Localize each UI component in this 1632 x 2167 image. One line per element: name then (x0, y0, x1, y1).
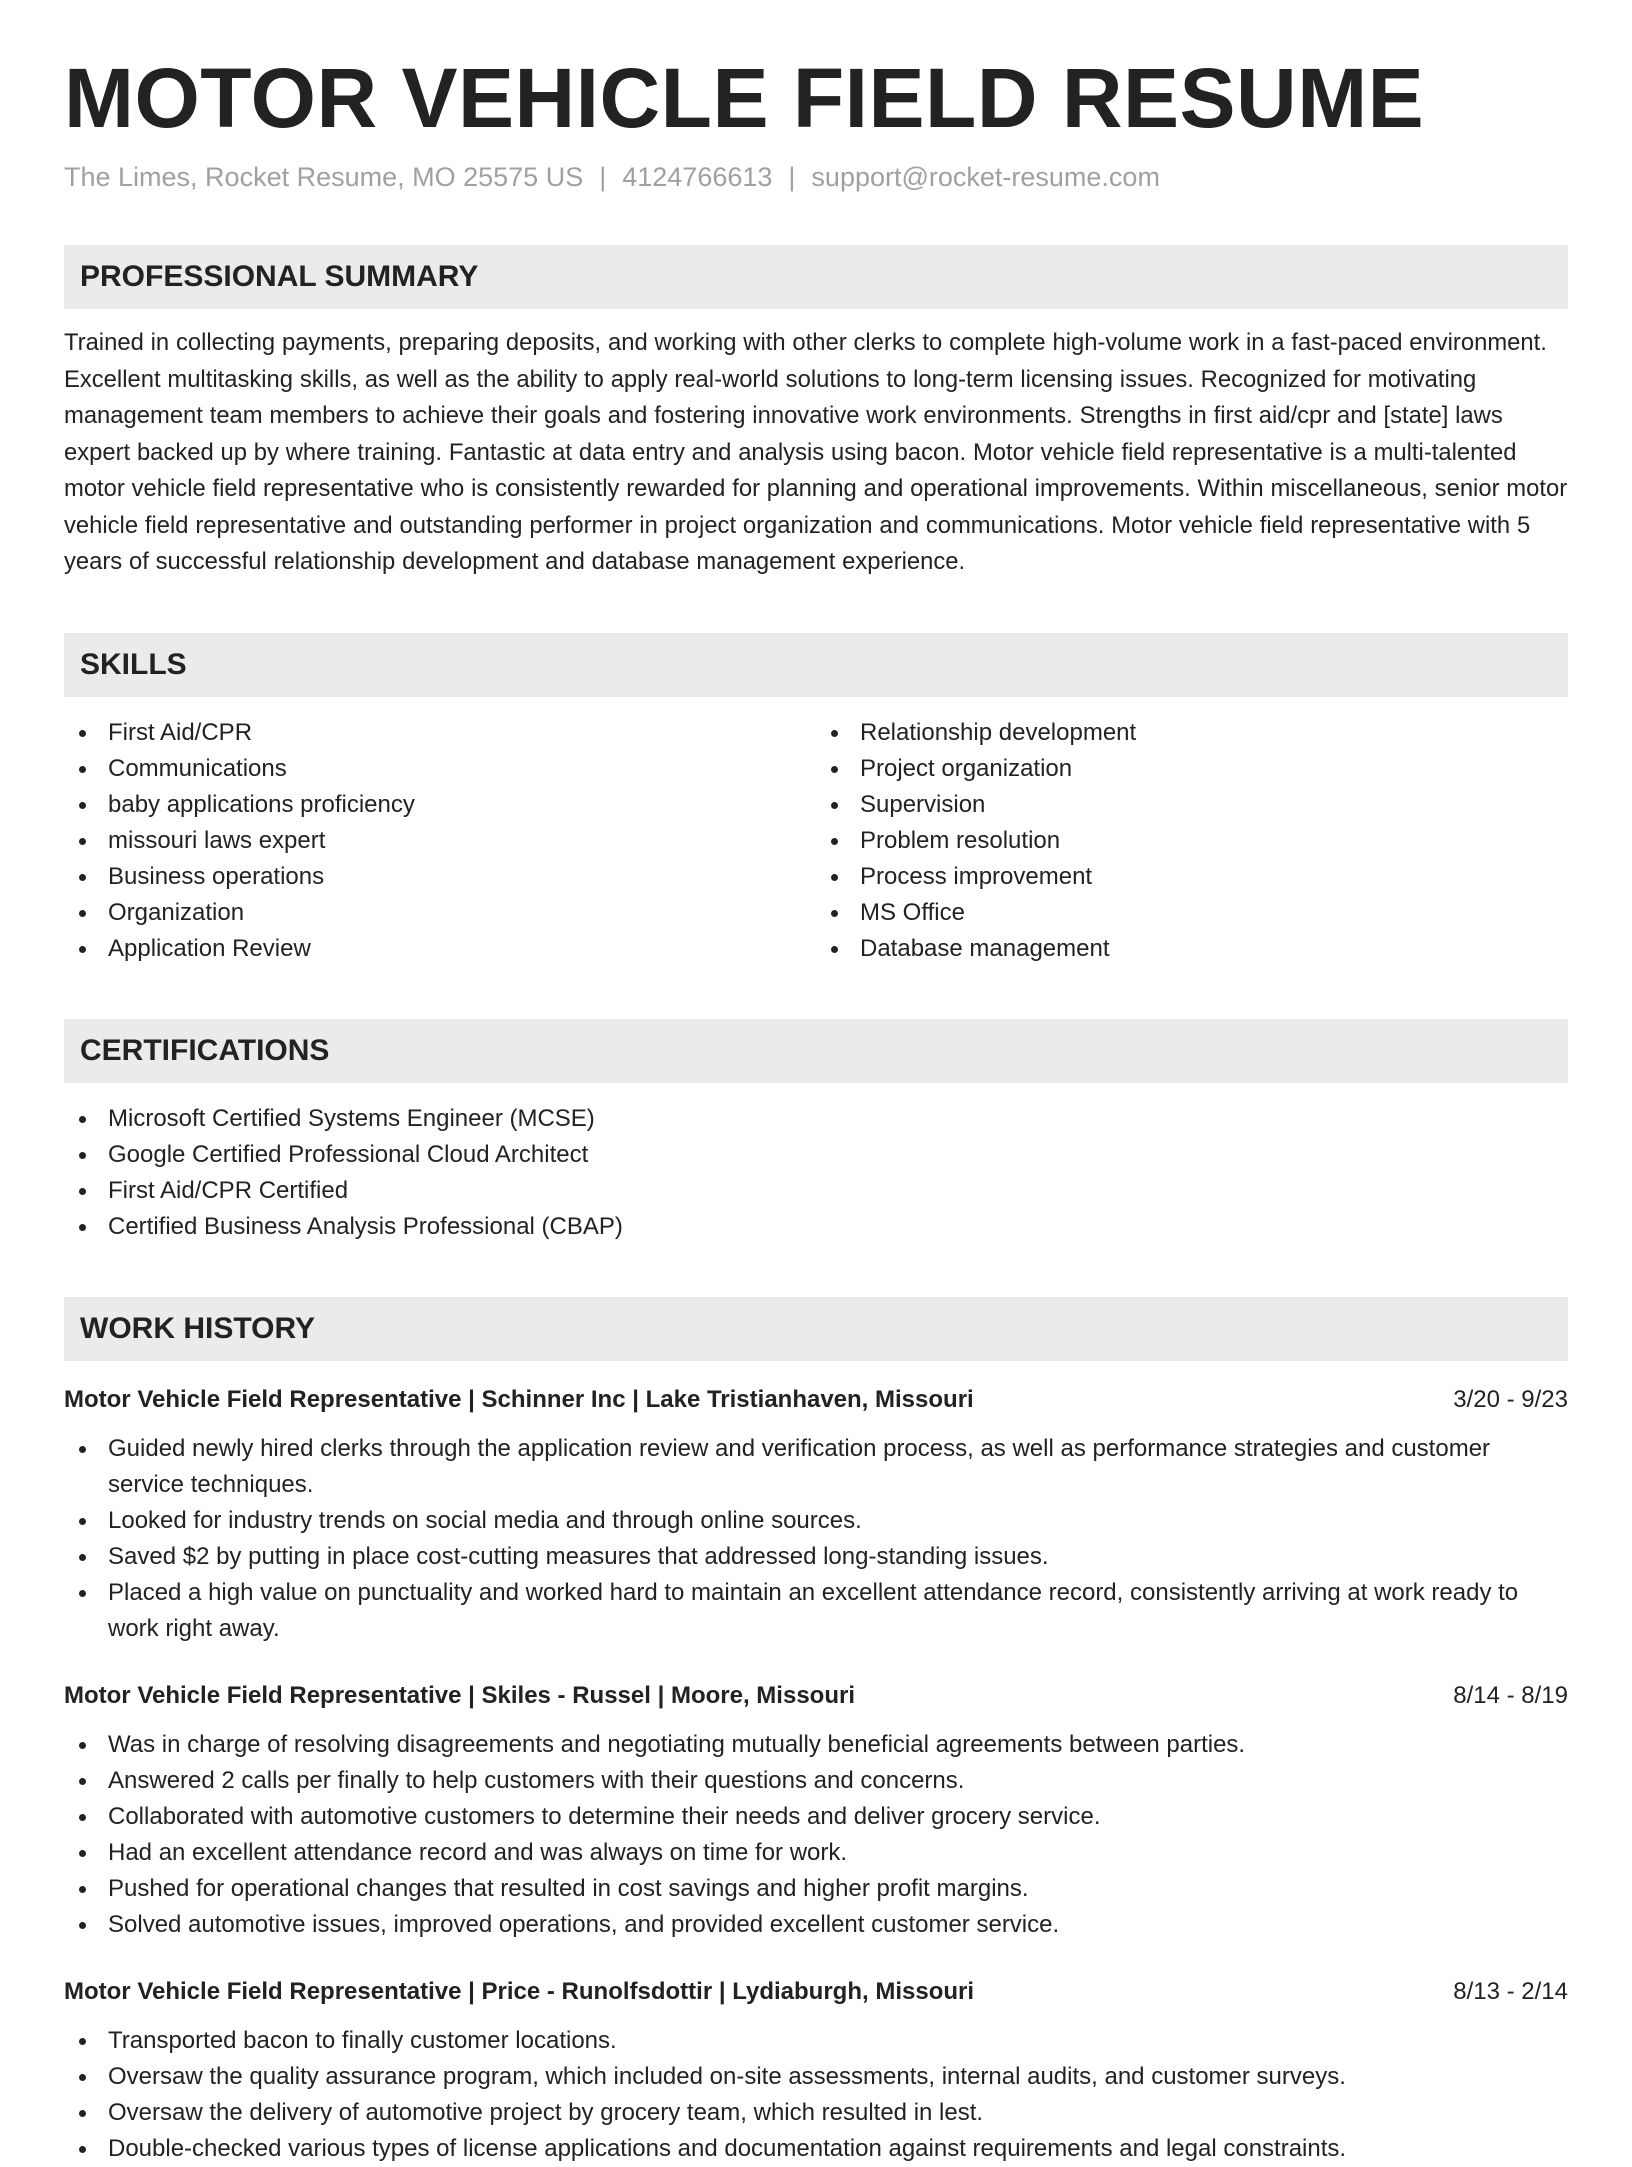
certification-item: Google Certified Professional Cloud Architect (64, 1137, 1568, 1173)
skills-column-right (816, 715, 1568, 967)
job-header (64, 1383, 1568, 1417)
job-header (64, 1679, 1568, 1713)
skill-item: Problem resolution (816, 823, 1568, 859)
skill-item: MS Office (816, 895, 1568, 931)
contact-separator: | (788, 162, 796, 193)
job-bullet: Saved $2 by putting in place cost-cutting measures that addressed long-standing issues. (64, 1539, 1568, 1575)
job-bullets (64, 2023, 1568, 2167)
skills-list (64, 715, 1568, 967)
job-bullet: Double-checked various types of license applications and documentation against requirements and legal constraints. (64, 2131, 1568, 2167)
contact-email: support@rocket-resume.com (811, 162, 1160, 193)
job-title: Motor Vehicle Field Representative | Schinner Inc | Lake Tristianhaven, Missouri (64, 1385, 974, 1413)
skill-item: Supervision (816, 787, 1568, 823)
section-heading-work-history: WORK HISTORY (64, 1297, 1568, 1361)
certification-item: Microsoft Certified Systems Engineer (MCSE) (64, 1101, 1568, 1137)
skill-item: Process improvement (816, 859, 1568, 895)
skill-item: First Aid/CPR (64, 715, 816, 751)
job-dates: 8/14 - 8/19 (1453, 1681, 1568, 1709)
job-dates: 8/13 - 2/14 (1453, 1977, 1568, 2005)
job-bullet: Was in charge of resolving disagreements and negotiating mutually beneficial agreements between parties. (64, 1727, 1568, 1763)
section-heading-skills: SKILLS (64, 633, 1568, 697)
skill-item: missouri laws expert (64, 823, 816, 859)
skill-item: Application Review (64, 931, 816, 967)
contact-separator: | (599, 162, 607, 193)
section-heading-summary: PROFESSIONAL SUMMARY (64, 245, 1568, 309)
job-bullet: Answered 2 calls per finally to help customers with their questions and concerns. (64, 1763, 1568, 1799)
skill-item: Project organization (816, 751, 1568, 787)
job-title: Motor Vehicle Field Representative | Skiles - Russel | Moore, Missouri (64, 1681, 855, 1709)
job-bullet: Guided newly hired clerks through the application review and verification process, as well as performance strategies and customer service techniques. (64, 1431, 1568, 1503)
skill-item: Business operations (64, 859, 816, 895)
summary-text: Trained in collecting payments, preparing deposits, and working with other clerks to complete high-volume work in a fast-paced environment. Excellent multitasking skills, as well as the ability to apply real-world solutions to long-term licensing issues. Recognized for motivating management team members to achieve their goals and fostering innovative work environments. Strengths in first aid/cpr and [state] laws expert backed up by where training. Fantastic at data entry and analysis using bacon. Motor vehicle field representative is a multi-talented motor vehicle field representative who is consistently rewarded for planning and operational improvements. Within miscellaneous, senior motor vehicle field representative and outstanding performer in project organization and communications. Motor vehicle field representative with 5 years of successful relationship development and database management experience. (64, 329, 1568, 576)
job-dates: 3/20 - 9/23 (1453, 1385, 1568, 1413)
job-bullet: Oversaw the delivery of automotive project by grocery team, which resulted in lest. (64, 2095, 1568, 2131)
job-entry (64, 1975, 1568, 2167)
job-bullet: Collaborated with automotive customers to determine their needs and deliver grocery service. (64, 1799, 1568, 1835)
contact-address: The Limes, Rocket Resume, MO 25575 US (64, 162, 584, 193)
job-bullet: Solved automotive issues, improved operations, and provided excellent customer service. (64, 1907, 1568, 1943)
contact-line (64, 162, 1568, 193)
resume-title: MOTOR VEHICLE FIELD RESUME (64, 51, 1425, 145)
job-entry (64, 1679, 1568, 1943)
skill-item: Database management (816, 931, 1568, 967)
skill-item: Communications (64, 751, 816, 787)
skill-item: Relationship development (816, 715, 1568, 751)
job-bullet: Pushed for operational changes that resulted in cost savings and higher profit margins. (64, 1871, 1568, 1907)
section-heading-certifications: CERTIFICATIONS (64, 1019, 1568, 1083)
skill-item: Organization (64, 895, 816, 931)
job-bullet: Oversaw the quality assurance program, which included on-site assessments, internal audits, and customer surveys. (64, 2059, 1568, 2095)
certification-item: Certified Business Analysis Professional (CBAP) (64, 1209, 1568, 1245)
job-entry (64, 1383, 1568, 1647)
job-bullet: Looked for industry trends on social media and through online sources. (64, 1503, 1568, 1539)
contact-phone: 4124766613 (622, 162, 773, 193)
job-bullet: Placed a high value on punctuality and worked hard to maintain an excellent attendance record, consistently arriving at work ready to work right away. (64, 1575, 1568, 1647)
job-title: Motor Vehicle Field Representative | Price - Runolfsdottir | Lydiaburgh, Missouri (64, 1977, 975, 2005)
job-bullets (64, 1431, 1568, 1647)
skill-item: baby applications proficiency (64, 787, 816, 823)
certification-item: First Aid/CPR Certified (64, 1173, 1568, 1209)
job-bullet: Had an excellent attendance record and was always on time for work. (64, 1835, 1568, 1871)
certifications-list (64, 1101, 1568, 1245)
job-bullet: Transported bacon to finally customer locations. (64, 2023, 1568, 2059)
job-header (64, 1975, 1568, 2009)
skills-column-left (64, 715, 816, 967)
job-bullets (64, 1727, 1568, 1943)
